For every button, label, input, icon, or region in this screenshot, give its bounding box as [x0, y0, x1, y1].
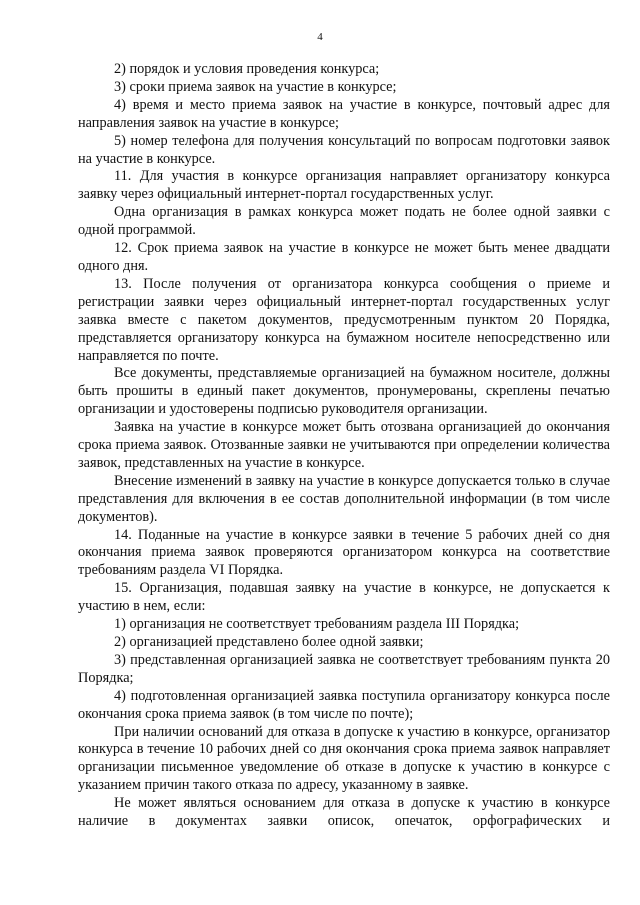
list-item: 2) организацией представлено более одной заявки; — [114, 634, 424, 650]
document-body — [78, 61, 610, 831]
list-item: 4) подготовленная организацией заявка поступила организатору конкурса после окончания срока приема заявок (в том числе по почте); — [78, 687, 610, 722]
paragraph: 3) сроки приема заявок на участие в конкурсе; — [114, 78, 397, 95]
list-item: 1) организация не соответствует требованиям раздела III Порядка; — [114, 616, 520, 633]
paragraph: При наличии оснований для отказа в допуске к участию в конкурсе, организатор конкурса в течение 10 рабочих дней со дня окончания срока приема заявок направляет организации письменное уведомление об отказе в допуске к участию в конкурсе с указанием причин такого отказа по адресу, указанному в заявке. — [78, 723, 610, 794]
paragraph: Заявка на участие в конкурсе может быть отозвана организацией до окончания срока приема заявок. Отозванные заявки не учитываются при определении количества заявок, представленных на участие в конкурсе. — [78, 419, 610, 471]
paragraph: 14. Поданные на участие в конкурсе заявки в течение 5 рабочих дней со дня окончания приема заявок проверяются организатором конкурса на соответствие требованиям раздела VI Порядка. — [78, 526, 610, 579]
paragraph: Не может являться основанием для отказа в допуске к участию в конкурсе наличие в документах заявки описок, опечаток, орфографических и — [78, 795, 610, 830]
paragraph: Внесение изменений в заявку на участие в конкурсе допускается только в случае представления для включения в ее состав дополнительной информации (в том числе документов). — [78, 472, 610, 525]
paragraph: 11. Для участия в конкурсе организация направляет организатору конкурса заявку через официальный интернет-портал государственных услуг. — [78, 168, 610, 203]
paragraph: 13. После получения от организатора конкурса сообщения о приеме и регистрации заявки через официальный интернет-портал государственных услуг заявка вместе с пакетом документов, предусмотренным пунктом 20 Порядка, представляется организатору конкурса на бумажном носителе непосредственно или направляется по почте. — [78, 275, 610, 364]
paragraph: 12. Срок приема заявок на участие в конкурсе не может быть менее двадцати одного дня. — [78, 240, 610, 274]
paragraph: 5) номер телефона для получения консультаций по вопросам подготовки заявок на участие в конкурсе. — [78, 132, 610, 167]
paragraph: 4) время и место приема заявок на участие в конкурсе, почтовый адрес для направления заявок на участие в конкурсе; — [78, 96, 610, 131]
paragraph: 2) порядок и условия проведения конкурса; — [114, 61, 380, 77]
paragraph: Все документы, представляемые организацией на бумажном носителе, должны быть прошиты в единый пакет документов, пронумерованы, скреплены печатью организации и удостоверены подписью руководителя организации. — [78, 365, 610, 418]
paragraph: 15. Организация, подавшая заявку на участие в конкурсе, не допускается к участию в нем, если: — [78, 580, 610, 615]
page-number: 4 — [317, 31, 323, 43]
paragraph: Одна организация в рамках конкурса может подать не более одной заявки с одной программой. — [78, 204, 610, 239]
list-item: 3) представленная организацией заявка не соответствует требованиям пункта 20 Порядка; — [78, 651, 610, 686]
